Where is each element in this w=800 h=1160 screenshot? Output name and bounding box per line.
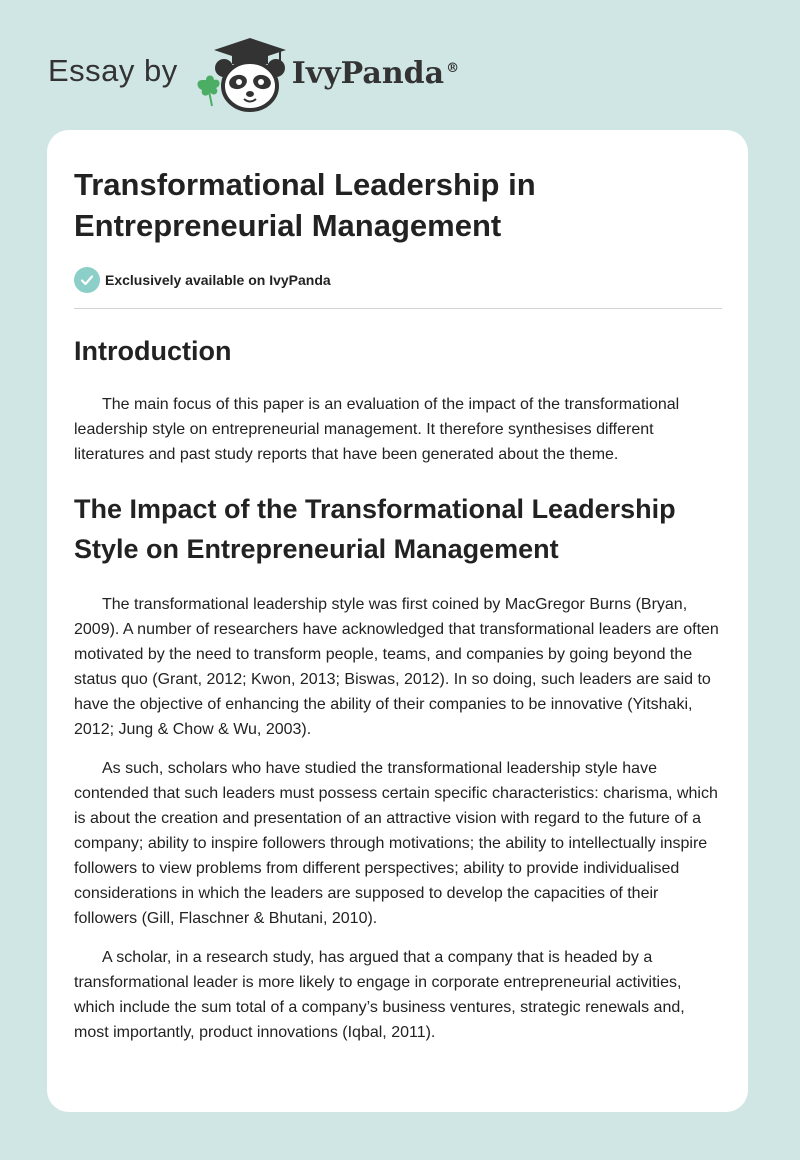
- brand-name: [292, 56, 459, 91]
- panda-graduate-icon: [194, 36, 286, 112]
- article-card: [47, 130, 748, 1112]
- article-title: Transformational Leadership in Entrepreneurial Management: [74, 167, 536, 243]
- check-circle-icon: [74, 267, 100, 293]
- essay-by-label: Essay by: [48, 53, 178, 88]
- section-heading-impact: The Impact of the Transformational Leadership Style on Entrepreneurial Management: [74, 494, 676, 564]
- divider: [74, 308, 722, 309]
- ivypanda-logo[interactable]: [194, 36, 459, 112]
- section-heading-introduction: Introduction: [74, 336, 232, 366]
- paragraph: The transformational leadership style was first coined by MacGregor Burns (Bryan, 2009). A number of researchers have acknowledged that transformational leaders are often motivated by the need to transform people, teams, and companies by going beyond the status quo (Grant, 2012; Kwon, 2013; Biswas, 2012). In so doing, such leaders are said to have the objective of enhancing the ability of their companies to be innovative (Yitshaki, 2012; Jung & Chow & Wu, 2003).: [74, 596, 719, 738]
- paragraph: The main focus of this paper is an evaluation of the impact of the transformational leadership style on entrepreneurial management. It therefore synthesises different literatures and past study reports that have been generated about the theme.: [74, 396, 680, 463]
- ivy-leaf-icon: [197, 76, 219, 107]
- exclusive-label: Exclusively available on IvyPanda: [105, 272, 331, 288]
- registered-mark: ®: [446, 60, 460, 76]
- brand-text: IvyPanda: [291, 55, 445, 91]
- paragraph: A scholar, in a research study, has argued that a company that is headed by a transformational leader is more likely to engage in corporate entrepreneurial activities, which include the sum total of a company’s business ventures, strategic renewals and, most importantly, product innovations (Iqbal, 2011).: [74, 949, 685, 1041]
- site-header: [48, 34, 459, 114]
- exclusive-badge: [74, 266, 722, 294]
- paragraph: As such, scholars who have studied the transformational leadership style have contended that such leaders must possess certain specific characteristics: charisma, which is about the creation and presentation of an attractive vision with regard to the future of a company; ability to inspire followers through motivations; the ability to intellectually inspire followers to view problems from different perspectives; ability to provide individualised considerations in which the leaders are supposed to develop the capacities of their followers (Gill, Flaschner & Bhutani, 2010).: [74, 760, 718, 927]
